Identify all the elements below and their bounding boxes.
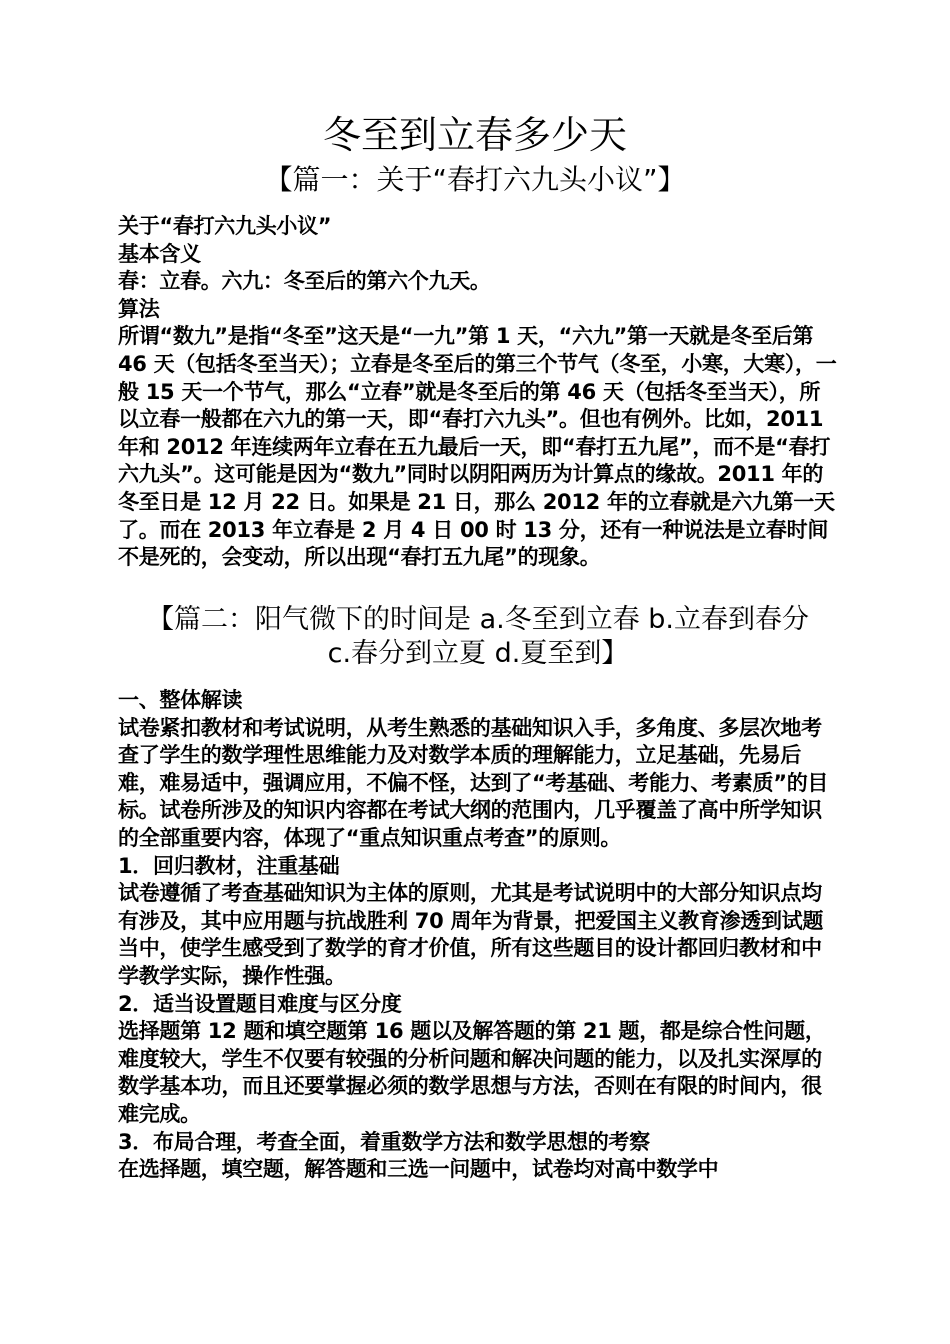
item3-title: 3．布局合理，考查全面，着重数学方法和数学思想的考察: [118, 1129, 650, 1154]
method-paragraph: 所谓“数九”是指“冬至”这天是“一九”第 1 天，“六九”第一天就是冬至后第 46 天（包括冬至当天）；立春是冬至后的第三个节气（冬至，小寒，大寒），一般 15 天一个节气，那么“立春”就是冬至后的第 46 天（包括冬至当天），所以立春一般都在六九的第一天，即“春打六九头”。但也有例外。比如，2011 年和 2012 年连续两年立春在五九最后一天，即“春打五九尾”，而不是“春打六九头”。这可能是因为“数九”同时以阴阳两历为计算点的缘故。2011 年的冬至日是 12 月 22 日。如果是 21 日，那么 2012 年的立春就是六九第一天了。而在 2013 年立春是 2 月 4 日 00 时 13 分，还有一种说法是立春时间不是死的，会变动，所以出现“春打五九尾”的现象。: [118, 324, 837, 570]
definition-text: 春：立春。六九：冬至后的第六个九天。: [118, 269, 491, 294]
section2-title: [118, 603, 838, 671]
section2-title-line1: 【篇二：阳气微下的时间是 a.冬至到立春 b.立春到春分: [146, 604, 809, 635]
section1-body: [118, 213, 838, 572]
meaning-label: 基本含义: [118, 241, 201, 266]
item1-paragraph: 试卷遵循了考查基础知识为主体的原则，尤其是考试说明中的大部分知识点均有涉及，其中应用题与抗战胜利 70 周年为背景，把爱国主义教育渗透到试题当中，使学生感受到了数学的育才价值，所有这些题目的设计都回归教材和中学教学实际，操作性强。: [118, 881, 824, 988]
section1-title: 【篇一：关于“春打六九头小议”】: [264, 163, 686, 196]
section1-heading: 关于“春打六九头小议”: [118, 214, 332, 238]
part1-paragraph: 试卷紧扣教材和考试说明，从考生熟悉的基础知识入手，多角度、多层次地考查了学生的数学理性思维能力及对数学本质的理解能力，立足基础，先易后难，难易适中，强调应用，不偏不怪，达到了“考基础、考能力、考素质”的目标。试卷所涉及的知识内容都在考试大纲的范围内，几乎覆盖了高中所学知识的全部重要内容，体现了“重点知识重点考查”的原则。: [118, 715, 829, 850]
section2-title-line2: c.春分到立夏 d.夏至到】: [327, 638, 629, 669]
method-label: 算法: [118, 296, 160, 321]
part1-title: 一、整体解读: [118, 688, 243, 712]
item3-paragraph: 在选择题，填空题，解答题和三选一问题中，试卷均对高中数学中: [118, 1157, 719, 1182]
document-title: 冬至到立春多少天: [322, 113, 627, 157]
section2-body: [118, 687, 838, 1184]
item2-title: 2．适当设置题目难度与区分度: [118, 991, 402, 1016]
item1-title: 1．回归教材，注重基础: [118, 853, 340, 878]
item2-paragraph: 选择题第 12 题和填空题第 16 题以及解答题的第 21 题，都是综合性问题，难度较大，学生不仅要有较强的分析问题和解决问题的能力，以及扎实深厚的数学基本功，而且还要掌握必须的数学思想与方法，否则在有限的时间内，很难完成。: [118, 1019, 826, 1126]
